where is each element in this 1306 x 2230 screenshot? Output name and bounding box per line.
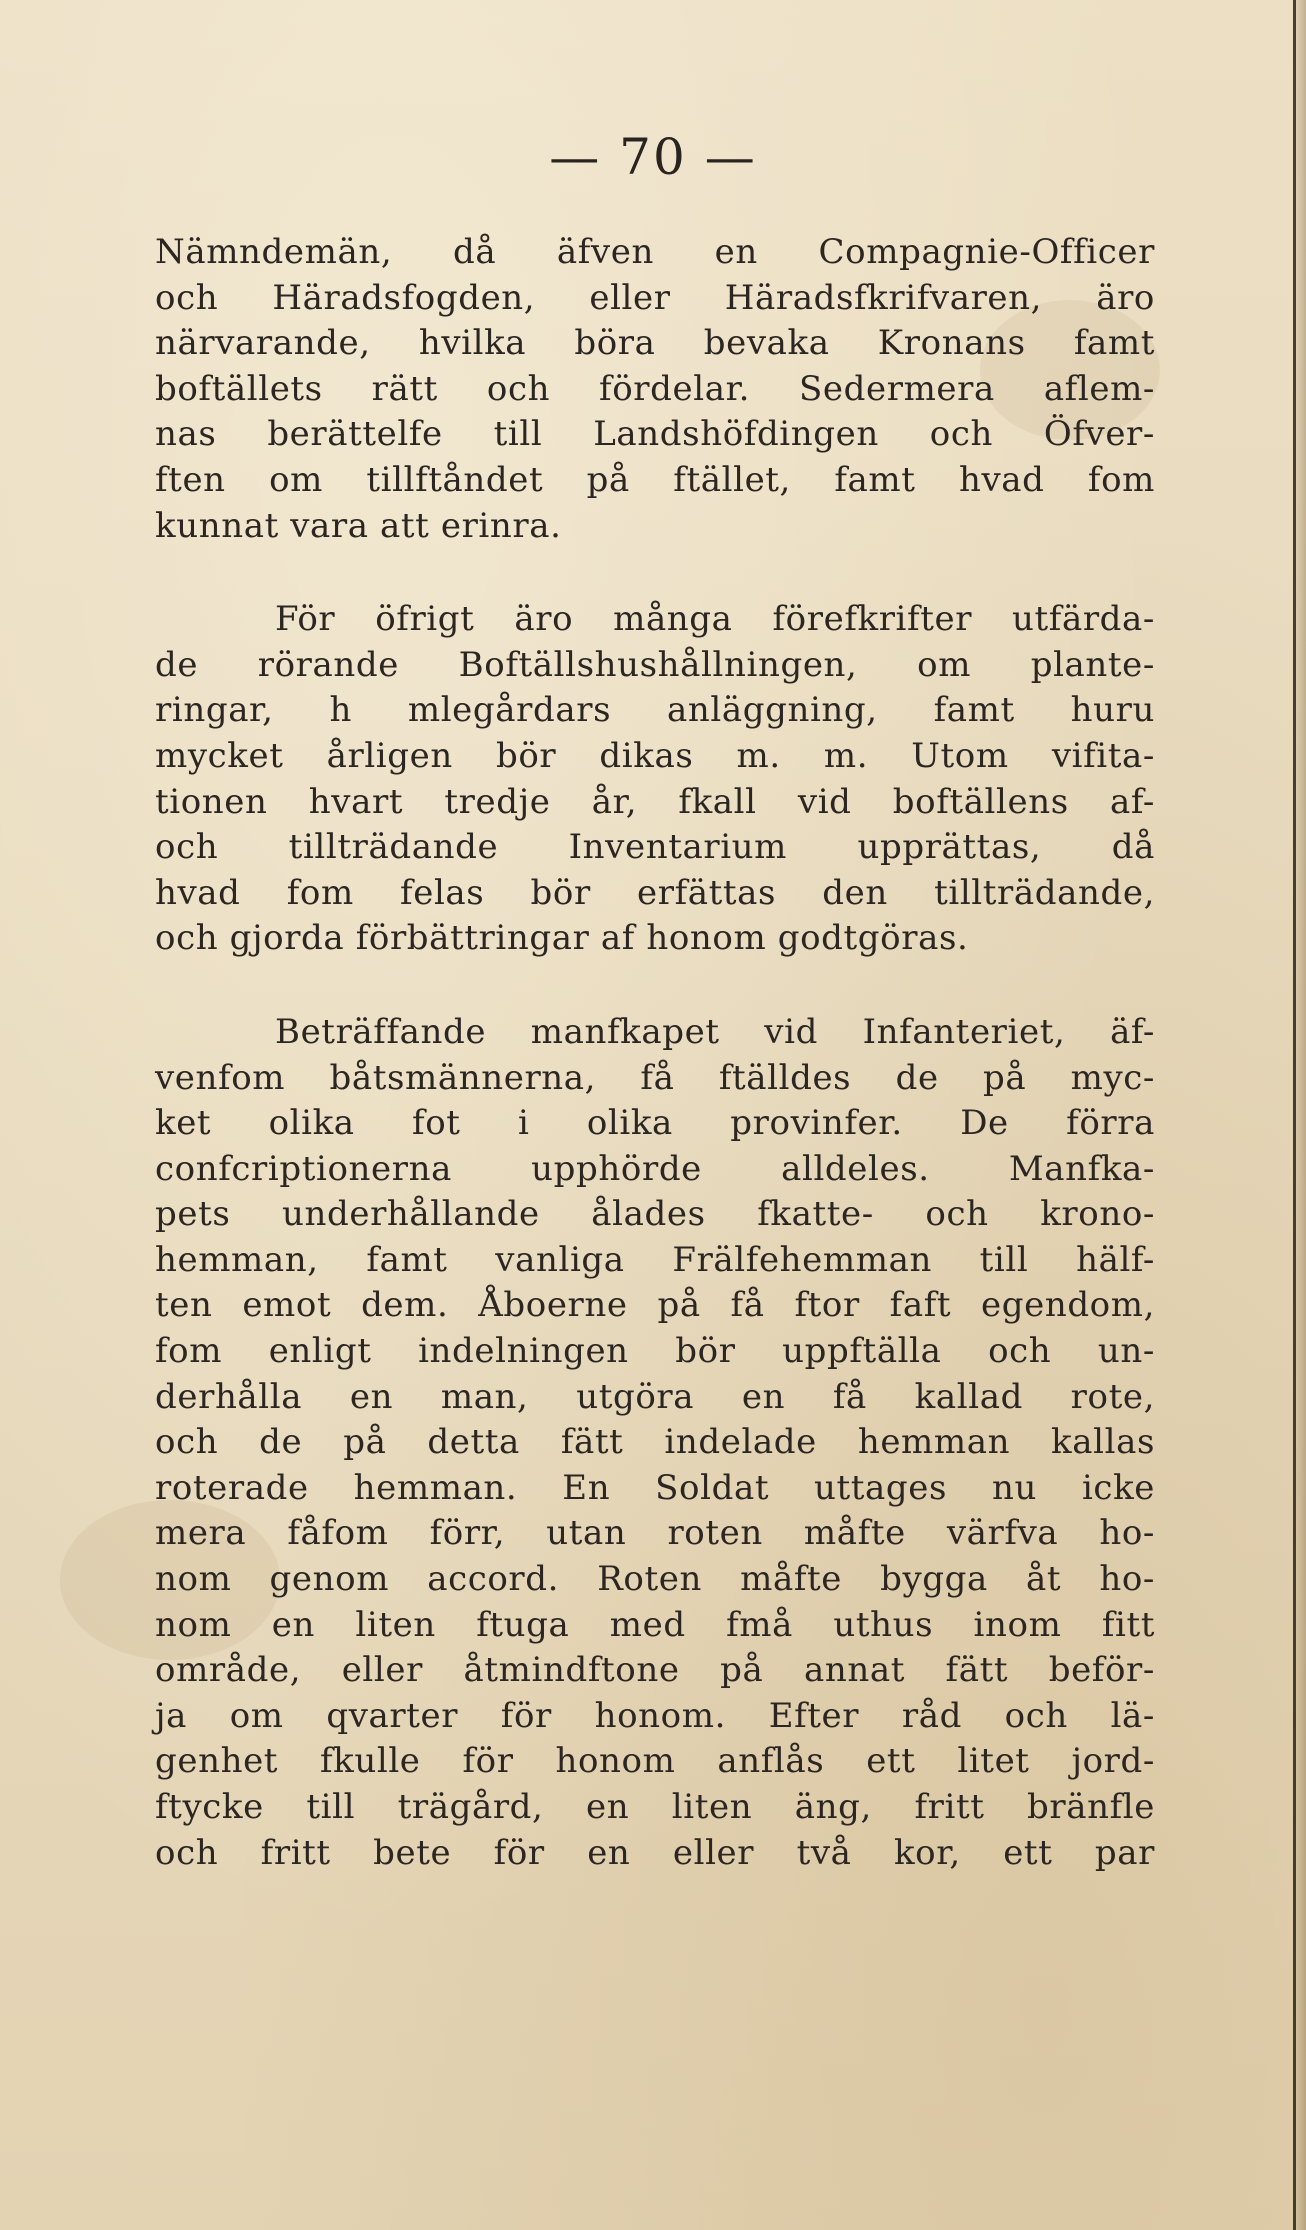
text-line: område, eller åtmindftone på annat fätt beför-: [155, 1650, 1155, 1691]
text-line: hvad fom felas bör erfättas den tillträdande,: [155, 872, 1155, 913]
text-line: nom en liten ftuga med fmå uthus inom fitt: [155, 1604, 1155, 1645]
text-line: ja om qvarter för honom. Efter råd och lä-: [155, 1695, 1155, 1736]
text-line: och de på detta fätt indelade hemman kallas: [155, 1422, 1155, 1463]
text-line: mycket årligen bör dikas m. m. Utom vifita-: [155, 735, 1155, 776]
text-line: genhet fkulle för honom anflås ett litet jord-: [155, 1741, 1155, 1782]
text-line: confcriptionerna upphörde alldeles. Manfka-: [155, 1148, 1155, 1189]
text-line: närvarande, hvilka böra bevaka Kronans famt: [155, 323, 1155, 364]
text-line: fom enligt indelningen bör uppftälla och un-: [155, 1331, 1155, 1372]
page-edge: [1293, 0, 1296, 2230]
text-line: venfom båtsmännerna, få ftälldes de på myc-: [155, 1057, 1155, 1098]
text-line: tionen hvart tredje år, fkall vid boftällens af-: [155, 781, 1155, 822]
text-line: hemman, famt vanliga Frälfehemman till hälf-: [155, 1239, 1155, 1280]
text-line: För öfrigt äro många förefkrifter utfärda-: [275, 599, 1155, 640]
text-line: och tillträdande Inventarium upprättas, då: [155, 827, 1155, 868]
text-line: de rörande Boftällshushållningen, om plante-: [155, 644, 1155, 685]
text-line: Nämndemän, då äfven en Compagnie-Officer: [155, 232, 1155, 272]
text-line: pets underhållande ålades fkatte- och krono-: [155, 1194, 1155, 1235]
text-line: ket olika fot i olika provinfer. De förra: [155, 1103, 1155, 1144]
text-line: och fritt bete för en eller två kor, ett par: [155, 1832, 1155, 1873]
paragraph: [155, 1010, 1155, 1876]
text-line: och gjorda förbättringar af honom godtgöras.: [155, 918, 969, 959]
text-line: Beträffande manfkapet vid Infanteriet, äf-: [275, 1011, 1155, 1052]
page-number: — 70 —: [549, 128, 757, 186]
text-line: ten emot dem. Åboerne på få ftor faft egendom,: [155, 1285, 1155, 1326]
text-line: mera fåfom förr, utan roten måfte värfva ho-: [155, 1513, 1155, 1554]
text-line: nas berättelfe till Landshöfdingen och Öfver-: [155, 414, 1155, 455]
text-line: ftycke till trägård, en liten äng, fritt bränfle: [155, 1787, 1155, 1827]
text-line: roterade hemman. En Soldat uttages nu icke: [155, 1467, 1155, 1508]
paragraph: [155, 230, 1155, 549]
text-line: kunnat vara att erinra.: [155, 505, 562, 546]
text-line: boftällets rätt och fördelar. Sedermera aflem-: [155, 368, 1155, 409]
text-line: nom genom accord. Roten måfte bygga åt ho-: [155, 1559, 1155, 1600]
paragraph: [155, 597, 1155, 962]
body-text: [155, 230, 1155, 1876]
text-line: derhålla en man, utgöra en få kallad rote,: [155, 1376, 1155, 1417]
text-line: ften om tillftåndet på ftället, famt hvad fom: [155, 459, 1155, 500]
text-line: och Häradsfogden, eller Häradsfkrifvaren, äro: [155, 277, 1155, 318]
text-line: ringar, h mlegårdars anläggning, famt huru: [155, 690, 1155, 731]
